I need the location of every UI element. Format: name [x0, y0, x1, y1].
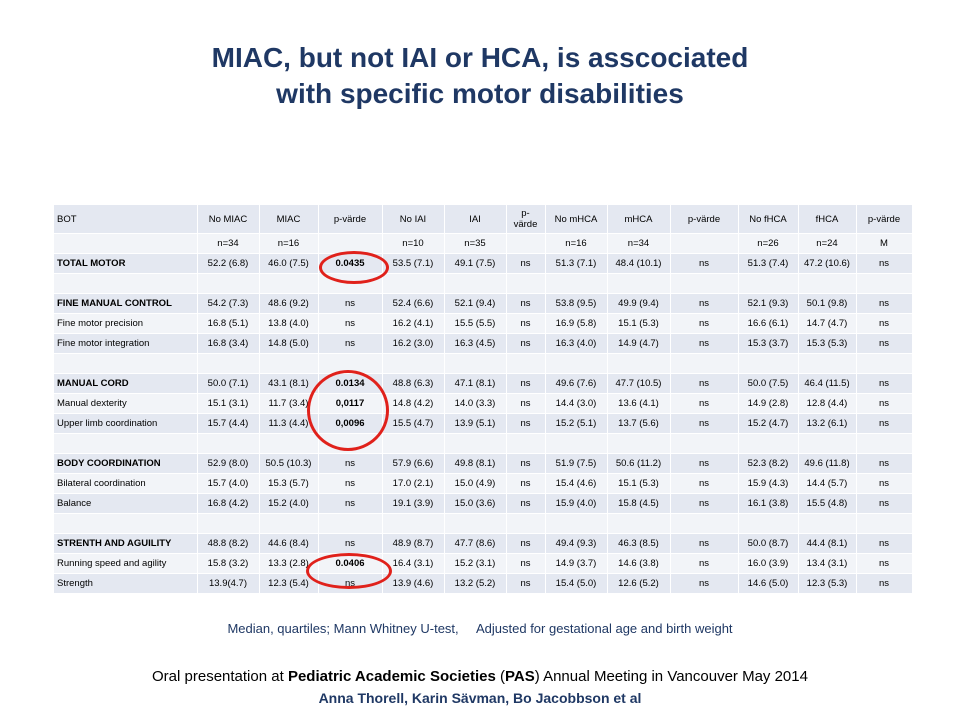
table-cell: 15.1 (3.1) — [197, 394, 259, 414]
table-cell — [798, 434, 856, 454]
table-cell: ns — [318, 294, 382, 314]
table-cell — [738, 354, 798, 374]
table-cell: 0.0435 — [318, 254, 382, 274]
table-cell: 13.2 (6.1) — [798, 414, 856, 434]
table-cell: ns — [506, 254, 545, 274]
table-cell: 15.2 (4.7) — [738, 414, 798, 434]
table-cell: 15.8 (3.2) — [197, 554, 259, 574]
table-cell: 15.9 (4.3) — [738, 474, 798, 494]
table-cell: 15.8 (4.5) — [607, 494, 670, 514]
table-cell: p-värde — [670, 205, 738, 234]
table-row — [54, 274, 912, 294]
table-cell: ns — [670, 494, 738, 514]
table-cell: 13.2 (5.2) — [444, 574, 506, 594]
table-cell: 16.2 (3.0) — [382, 334, 444, 354]
table-cell: 49.8 (8.1) — [444, 454, 506, 474]
table-cell: 16.0 (3.9) — [738, 554, 798, 574]
table-cell: 15.5 (4.8) — [798, 494, 856, 514]
table-cell — [545, 434, 607, 454]
table-cell: 15.3 (5.7) — [259, 474, 318, 494]
table-cell: ns — [506, 334, 545, 354]
table-cell: ns — [856, 474, 912, 494]
table-cell: 52.1 (9.4) — [444, 294, 506, 314]
table-cell: n=16 — [259, 234, 318, 254]
row-label-cell — [54, 274, 197, 294]
table-cell: 12.3 (5.4) — [259, 574, 318, 594]
table-cell — [506, 514, 545, 534]
table-cell: ns — [856, 254, 912, 274]
row-label-cell: FINE MANUAL CONTROL — [54, 294, 197, 314]
table-cell: 16.2 (4.1) — [382, 314, 444, 334]
table-row — [54, 474, 912, 494]
table-cell: 48.4 (10.1) — [607, 254, 670, 274]
table-cell — [670, 354, 738, 374]
table-cell: p-värde — [856, 205, 912, 234]
table-cell — [197, 274, 259, 294]
table-cell: 15.4 (5.0) — [545, 574, 607, 594]
table-cell: 47.7 (10.5) — [607, 374, 670, 394]
row-label-cell: Manual dexterity — [54, 394, 197, 414]
highlight-ring-running-speed — [306, 553, 392, 589]
table-cell: ns — [318, 574, 382, 594]
table-cell — [318, 514, 382, 534]
row-label-cell: Balance — [54, 494, 197, 514]
presentation-footer — [0, 668, 960, 685]
table-cell — [607, 514, 670, 534]
highlight-ring-manual-cord — [307, 370, 389, 451]
table-cell: 15.2 (4.0) — [259, 494, 318, 514]
table-cell: ns — [670, 334, 738, 354]
table-cell: ns — [856, 334, 912, 354]
table-cell: 15.7 (4.0) — [197, 474, 259, 494]
table-cell: 14.8 (4.2) — [382, 394, 444, 414]
table-cell — [382, 514, 444, 534]
table-cell: 44.4 (8.1) — [798, 534, 856, 554]
table-cell: 52.1 (9.3) — [738, 294, 798, 314]
table-cell: ns — [506, 534, 545, 554]
table-cell — [856, 274, 912, 294]
table-cell: M — [856, 234, 912, 254]
footer-middle: ( — [495, 668, 505, 685]
table-cell: No fHCA — [738, 205, 798, 234]
table-row — [54, 434, 912, 454]
table-cell: 16.6 (6.1) — [738, 314, 798, 334]
table-cell — [259, 434, 318, 454]
table-row — [54, 494, 912, 514]
table-cell: ns — [506, 494, 545, 514]
row-label-cell: Fine motor integration — [54, 334, 197, 354]
table-cell: 0.0406 — [318, 554, 382, 574]
table-cell: 48.6 (9.2) — [259, 294, 318, 314]
table-cell: 15.0 (3.6) — [444, 494, 506, 514]
row-label-cell: BODY COORDINATION — [54, 454, 197, 474]
bot-results-table — [54, 205, 913, 594]
table-cell: 52.3 (8.2) — [738, 454, 798, 474]
table-cell: 16.8 (5.1) — [197, 314, 259, 334]
table-cell: ns — [506, 314, 545, 334]
table-header-row — [54, 205, 912, 234]
table-cell: ns — [856, 534, 912, 554]
row-label-cell: Bilateral coordination — [54, 474, 197, 494]
table-cell — [259, 354, 318, 374]
table-cell: ns — [506, 374, 545, 394]
table-cell: ns — [506, 294, 545, 314]
table-cell — [856, 514, 912, 534]
table-cell: 15.1 (5.3) — [607, 314, 670, 334]
table-cell: ns — [506, 414, 545, 434]
table-row — [54, 334, 912, 354]
table-cell: IAI — [444, 205, 506, 234]
table-cell: ns — [670, 454, 738, 474]
authors-line: Anna Thorell, Karin Sävman, Bo Jacobbson et al — [318, 690, 642, 706]
slide-title-line-1: MIAC, but not IAI or HCA, is asscociated — [211, 42, 749, 73]
table-cell: ns — [670, 394, 738, 414]
row-label-cell: Fine motor precision — [54, 314, 197, 334]
table-row — [54, 354, 912, 374]
table-cell: 47.1 (8.1) — [444, 374, 506, 394]
table-cell: mHCA — [607, 205, 670, 234]
table-row — [54, 294, 912, 314]
table-cell: n=16 — [545, 234, 607, 254]
table-cell: 15.5 (4.7) — [382, 414, 444, 434]
table-cell: ns — [670, 314, 738, 334]
table-cell: 51.9 (7.5) — [545, 454, 607, 474]
table-cell: 48.8 (6.3) — [382, 374, 444, 394]
table-row — [54, 394, 912, 414]
table-cell: 15.9 (4.0) — [545, 494, 607, 514]
row-label-cell: BOT — [54, 205, 197, 234]
table-cell: ns — [318, 314, 382, 334]
table-row — [54, 414, 912, 434]
table-cell: 49.6 (7.6) — [545, 374, 607, 394]
table-cell: ns — [670, 294, 738, 314]
table-cell: p-värde — [318, 205, 382, 234]
table-cell: 50.5 (10.3) — [259, 454, 318, 474]
table-row — [54, 234, 912, 254]
table-cell — [738, 434, 798, 454]
table-cell: ns — [670, 574, 738, 594]
table-cell: ns — [670, 414, 738, 434]
table-cell — [382, 354, 444, 374]
table-cell: ns — [318, 534, 382, 554]
table-cell: n=10 — [382, 234, 444, 254]
table-cell: 13.7 (5.6) — [607, 414, 670, 434]
table-cell: ns — [670, 374, 738, 394]
table-cell: ns — [670, 254, 738, 274]
table-cell: 0.0134 — [318, 374, 382, 394]
table-cell: ns — [670, 534, 738, 554]
table-cell: 11.7 (3.4) — [259, 394, 318, 414]
table-cell: MIAC — [259, 205, 318, 234]
table-cell — [197, 434, 259, 454]
table-cell: 15.3 (3.7) — [738, 334, 798, 354]
table-cell: 50.6 (11.2) — [607, 454, 670, 474]
slide-title — [0, 40, 960, 112]
table-cell: 57.9 (6.6) — [382, 454, 444, 474]
table-cell: 15.1 (5.3) — [607, 474, 670, 494]
table-cell — [670, 274, 738, 294]
table-cell: 13.8 (4.0) — [259, 314, 318, 334]
table-cell: 15.7 (4.4) — [197, 414, 259, 434]
table-cell: 14.0 (3.3) — [444, 394, 506, 414]
table-cell: 52.9 (8.0) — [197, 454, 259, 474]
row-label-cell — [54, 234, 197, 254]
table-cell: n=34 — [197, 234, 259, 254]
table-cell — [607, 274, 670, 294]
slide-title-line-2: with specific motor disabilities — [276, 78, 684, 109]
table-row — [54, 374, 912, 394]
table-cell: 11.3 (4.4) — [259, 414, 318, 434]
table-cell: 14.6 (5.0) — [738, 574, 798, 594]
table-cell: 13.9 (5.1) — [444, 414, 506, 434]
table-cell: ns — [856, 374, 912, 394]
table-row — [54, 454, 912, 474]
table-cell: 46.3 (8.5) — [607, 534, 670, 554]
table-cell: 47.2 (10.6) — [798, 254, 856, 274]
table-cell — [545, 274, 607, 294]
table-cell: 13.9 (4.6) — [382, 574, 444, 594]
table-cell: 13.3 (2.8) — [259, 554, 318, 574]
table-cell: 13.9(4.7) — [197, 574, 259, 594]
table-cell: 14.9 (4.7) — [607, 334, 670, 354]
table-cell: ns — [318, 494, 382, 514]
footer-society: Pediatric Academic Societies — [287, 668, 496, 685]
row-label-cell: STRENTH AND AGUILITY — [54, 534, 197, 554]
highlight-ring-total-motor — [319, 251, 389, 284]
table-cell — [444, 434, 506, 454]
table-cell: 16.4 (3.1) — [382, 554, 444, 574]
table-cell — [738, 514, 798, 534]
table-cell: ns — [506, 474, 545, 494]
table-cell: 15.3 (5.3) — [798, 334, 856, 354]
table-cell: 16.1 (3.8) — [738, 494, 798, 514]
table-cell: 15.2 (3.1) — [444, 554, 506, 574]
table-cell: 53.8 (9.5) — [545, 294, 607, 314]
table-cell: 52.4 (6.6) — [382, 294, 444, 314]
table-row — [54, 514, 912, 534]
table-cell: 13.4 (3.1) — [798, 554, 856, 574]
table-cell: ns — [506, 394, 545, 414]
table-cell — [545, 354, 607, 374]
row-label-cell — [54, 434, 197, 454]
table-cell: ns — [856, 294, 912, 314]
table-cell: ns — [506, 454, 545, 474]
table-cell — [444, 514, 506, 534]
row-label-cell — [54, 354, 197, 374]
table-cell: 16.3 (4.5) — [444, 334, 506, 354]
table-cell: 14.9 (2.8) — [738, 394, 798, 414]
table-cell: 13.6 (4.1) — [607, 394, 670, 414]
table-cell: 16.8 (3.4) — [197, 334, 259, 354]
table-cell: p- värde — [506, 205, 545, 234]
table-cell: ns — [856, 414, 912, 434]
table-cell: 49.9 (9.4) — [607, 294, 670, 314]
table-cell: 49.1 (7.5) — [444, 254, 506, 274]
table-cell — [856, 434, 912, 454]
table-cell: n=34 — [607, 234, 670, 254]
table-cell: ns — [856, 554, 912, 574]
table-cell: n=35 — [444, 234, 506, 254]
table-cell — [670, 514, 738, 534]
table-cell: 49.4 (9.3) — [545, 534, 607, 554]
table-cell — [670, 234, 738, 254]
table-cell — [444, 274, 506, 294]
table-cell — [738, 274, 798, 294]
table-row — [54, 314, 912, 334]
table-cell: ns — [856, 494, 912, 514]
table-cell: 48.9 (8.7) — [382, 534, 444, 554]
table-cell: 14.8 (5.0) — [259, 334, 318, 354]
table-cell: 17.0 (2.1) — [382, 474, 444, 494]
table-cell: 14.7 (4.7) — [798, 314, 856, 334]
table-cell — [607, 354, 670, 374]
table-cell: 54.2 (7.3) — [197, 294, 259, 314]
table-cell: ns — [506, 554, 545, 574]
table-cell — [506, 274, 545, 294]
row-label-cell: Running speed and agility — [54, 554, 197, 574]
table-cell — [259, 514, 318, 534]
table-cell: 19.1 (3.9) — [382, 494, 444, 514]
table-cell: 12.8 (4.4) — [798, 394, 856, 414]
table-cell: fHCA — [798, 205, 856, 234]
table-cell: 50.0 (7.5) — [738, 374, 798, 394]
table-cell: 47.7 (8.6) — [444, 534, 506, 554]
table-cell: ns — [318, 334, 382, 354]
table-cell — [197, 354, 259, 374]
table-cell — [382, 434, 444, 454]
table-cell: 15.4 (4.6) — [545, 474, 607, 494]
table-cell: ns — [670, 554, 738, 574]
table-cell — [798, 274, 856, 294]
table-cell: 51.3 (7.4) — [738, 254, 798, 274]
row-label-cell — [54, 514, 197, 534]
table-cell: 14.9 (3.7) — [545, 554, 607, 574]
table-cell: ns — [670, 474, 738, 494]
table-cell: 43.1 (8.1) — [259, 374, 318, 394]
table-cell: 52.2 (6.8) — [197, 254, 259, 274]
table-cell: 48.8 (8.2) — [197, 534, 259, 554]
row-label-cell: MANUAL CORD — [54, 374, 197, 394]
table-cell — [670, 434, 738, 454]
table-row — [54, 554, 912, 574]
table-cell: 16.9 (5.8) — [545, 314, 607, 334]
table-cell: No IAI — [382, 205, 444, 234]
table-cell: 15.2 (5.1) — [545, 414, 607, 434]
table-cell — [444, 354, 506, 374]
table-cell — [506, 434, 545, 454]
footer-prefix: Oral presentation at — [152, 668, 288, 685]
table-cell: 0,0117 — [318, 394, 382, 414]
table-cell: 46.4 (11.5) — [798, 374, 856, 394]
table-cell: 12.6 (5.2) — [607, 574, 670, 594]
table-cell: 49.6 (11.8) — [798, 454, 856, 474]
table-cell — [856, 354, 912, 374]
table-row — [54, 534, 912, 554]
table-cell — [607, 434, 670, 454]
row-label-cell: Strength — [54, 574, 197, 594]
table-cell: ns — [856, 454, 912, 474]
table-cell: ns — [856, 574, 912, 594]
table-cell: 50.1 (9.8) — [798, 294, 856, 314]
table-row — [54, 574, 912, 594]
table-cell: No MIAC — [197, 205, 259, 234]
table-cell: 16.8 (4.2) — [197, 494, 259, 514]
table-cell — [259, 274, 318, 294]
table-cell: 15.5 (5.5) — [444, 314, 506, 334]
table-cell: 50.0 (8.7) — [738, 534, 798, 554]
table-cell: ns — [318, 454, 382, 474]
footer-suffix: ) Annual Meeting in Vancouver May 2014 — [534, 668, 808, 685]
table-cell: 44.6 (8.4) — [259, 534, 318, 554]
table-cell — [382, 274, 444, 294]
table-row — [54, 254, 912, 274]
table-cell — [506, 354, 545, 374]
table-cell: 50.0 (7.1) — [197, 374, 259, 394]
table-cell: n=26 — [738, 234, 798, 254]
table-cell: 16.3 (4.0) — [545, 334, 607, 354]
table-cell: ns — [856, 314, 912, 334]
table-cell: ns — [856, 394, 912, 414]
table-cell: 53.5 (7.1) — [382, 254, 444, 274]
row-label-cell: TOTAL MOTOR — [54, 254, 197, 274]
table-cell — [798, 354, 856, 374]
table-cell: ns — [318, 474, 382, 494]
table-cell — [197, 514, 259, 534]
footer-abbr: PAS — [505, 668, 535, 685]
table-cell — [798, 514, 856, 534]
statistics-note: Median, quartiles; Mann Whitney U-test, Adjusted for gestational age and birth weight — [227, 621, 733, 636]
table-cell: 14.4 (5.7) — [798, 474, 856, 494]
row-label-cell: Upper limb coordination — [54, 414, 197, 434]
table-cell: 14.4 (3.0) — [545, 394, 607, 414]
table-cell: 0,0096 — [318, 414, 382, 434]
table-cell: 51.3 (7.1) — [545, 254, 607, 274]
table-cell: 46.0 (7.5) — [259, 254, 318, 274]
table-cell: 14.6 (3.8) — [607, 554, 670, 574]
table-cell: n=24 — [798, 234, 856, 254]
table-cell: No mHCA — [545, 205, 607, 234]
table-cell — [506, 234, 545, 254]
table-cell: 15.0 (4.9) — [444, 474, 506, 494]
table-cell — [545, 514, 607, 534]
table-cell: 12.3 (5.3) — [798, 574, 856, 594]
table-cell: ns — [506, 574, 545, 594]
